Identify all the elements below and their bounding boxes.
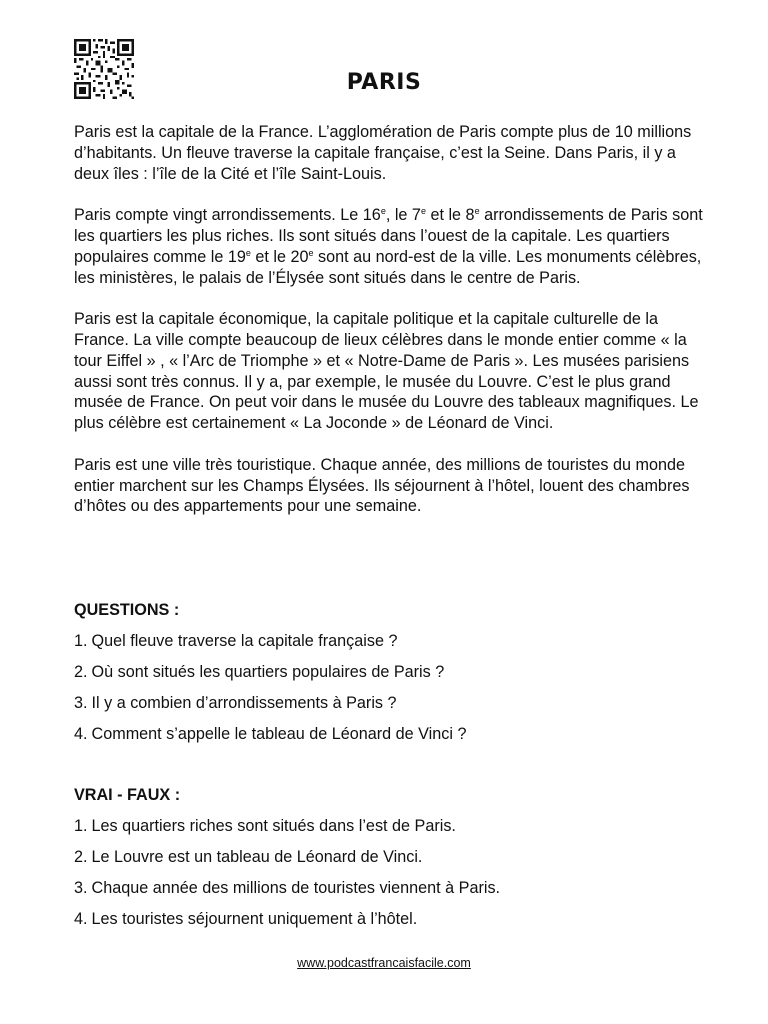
vrai-faux-list xyxy=(74,816,714,929)
superscript: e xyxy=(245,247,251,258)
list-item xyxy=(74,847,714,867)
list-item xyxy=(74,693,714,713)
item-text: Quel fleuve traverse la capitale française ? xyxy=(91,632,398,650)
paragraph-2 xyxy=(74,205,704,288)
list-item xyxy=(74,909,714,929)
list-item xyxy=(74,878,714,898)
paragraph-2-text: et le 20 xyxy=(250,247,309,266)
questions-list xyxy=(74,631,714,744)
item-number: 1. xyxy=(74,632,88,650)
item-number: 4. xyxy=(74,910,88,928)
item-text: Il y a combien d’arrondissements à Paris ? xyxy=(91,694,397,712)
item-text: Les quartiers riches sont situés dans l’est de Paris. xyxy=(91,817,456,835)
paragraph-2-text: arrondissements de Paris sont les quartiers les plus riches. Ils sont situés dans l’ouest de la capitale. Les quartiers populaires comme le 19 xyxy=(74,206,703,266)
paragraph-2-text: et le 8 xyxy=(425,206,475,225)
item-number: 2. xyxy=(74,663,88,681)
item-text: Les touristes séjournent uniquement à l’hôtel. xyxy=(91,910,418,928)
item-text: Chaque année des millions de touristes viennent à Paris. xyxy=(91,879,501,897)
superscript: e xyxy=(420,206,426,217)
list-item xyxy=(74,662,714,682)
item-number: 4. xyxy=(74,725,88,743)
questions-heading: QUESTIONS : xyxy=(74,601,180,619)
superscript: e xyxy=(380,206,386,217)
list-item xyxy=(74,816,714,836)
item-number: 3. xyxy=(74,879,88,897)
paragraph-2-text: , le 7 xyxy=(385,206,421,225)
item-text: Comment s’appelle le tableau de Léonard de Vinci ? xyxy=(91,725,467,743)
questions-section xyxy=(74,600,714,744)
footer xyxy=(0,956,768,970)
item-number: 2. xyxy=(74,848,88,866)
item-text: Le Louvre est un tableau de Léonard de Vinci. xyxy=(91,848,423,866)
list-item xyxy=(74,724,714,744)
superscript: e xyxy=(474,206,480,217)
item-number: 1. xyxy=(74,817,88,835)
paragraph-2-text: sont au nord-est de la ville. Les monuments célèbres, les ministères, le palais de l’Élysée sont situés dans le centre de Paris. xyxy=(74,247,702,287)
article-body xyxy=(74,122,704,517)
list-item xyxy=(74,631,714,651)
paragraph-1: Paris est la capitale de la France. L’agglomération de Paris compte plus de 10 millions d’habitants. Un fleuve traverse la capitale française, c’est la Seine. Dans Paris, il y a deux îles : l’île de la Cité et l’île Saint-Louis. xyxy=(74,123,692,183)
vrai-faux-section xyxy=(74,785,714,929)
page-title: PARIS xyxy=(346,70,422,95)
paragraph-4: Paris est une ville très touristique. Chaque année, des millions de touristes du monde entier marchent sur les Champs Élysées. Ils séjournent à l’hôtel, louent des chambres d’hôtes ou des appartements pour une semaine. xyxy=(74,455,690,516)
item-text: Où sont situés les quartiers populaires de Paris ? xyxy=(91,663,445,681)
paragraph-2-text: Paris compte vingt arrondissements. Le 16 xyxy=(74,206,381,225)
vrai-faux-heading: VRAI - FAUX : xyxy=(74,786,181,804)
website-link[interactable]: www.podcastfrancaisfacile.com xyxy=(297,956,471,970)
item-number: 3. xyxy=(74,694,88,712)
paragraph-3: Paris est la capitale économique, la capitale politique et la capitale culturelle de la France. La ville compte beaucoup de lieux célèbres dans le monde entier comme « la tour Eiffel » , « l’Arc de Triomphe » et « Notre-Dame de Paris ». Les musées parisiens aussi sont très connus. Il y a, par exemple, le musée du Louvre. C’est le plus grand musée de France. On peut voir dans le musée du Louvre des tableaux magnifiques. Le plus célèbre est certainement « La Joconde » de Léonard de Vinci. xyxy=(74,310,699,433)
superscript: e xyxy=(308,247,314,258)
